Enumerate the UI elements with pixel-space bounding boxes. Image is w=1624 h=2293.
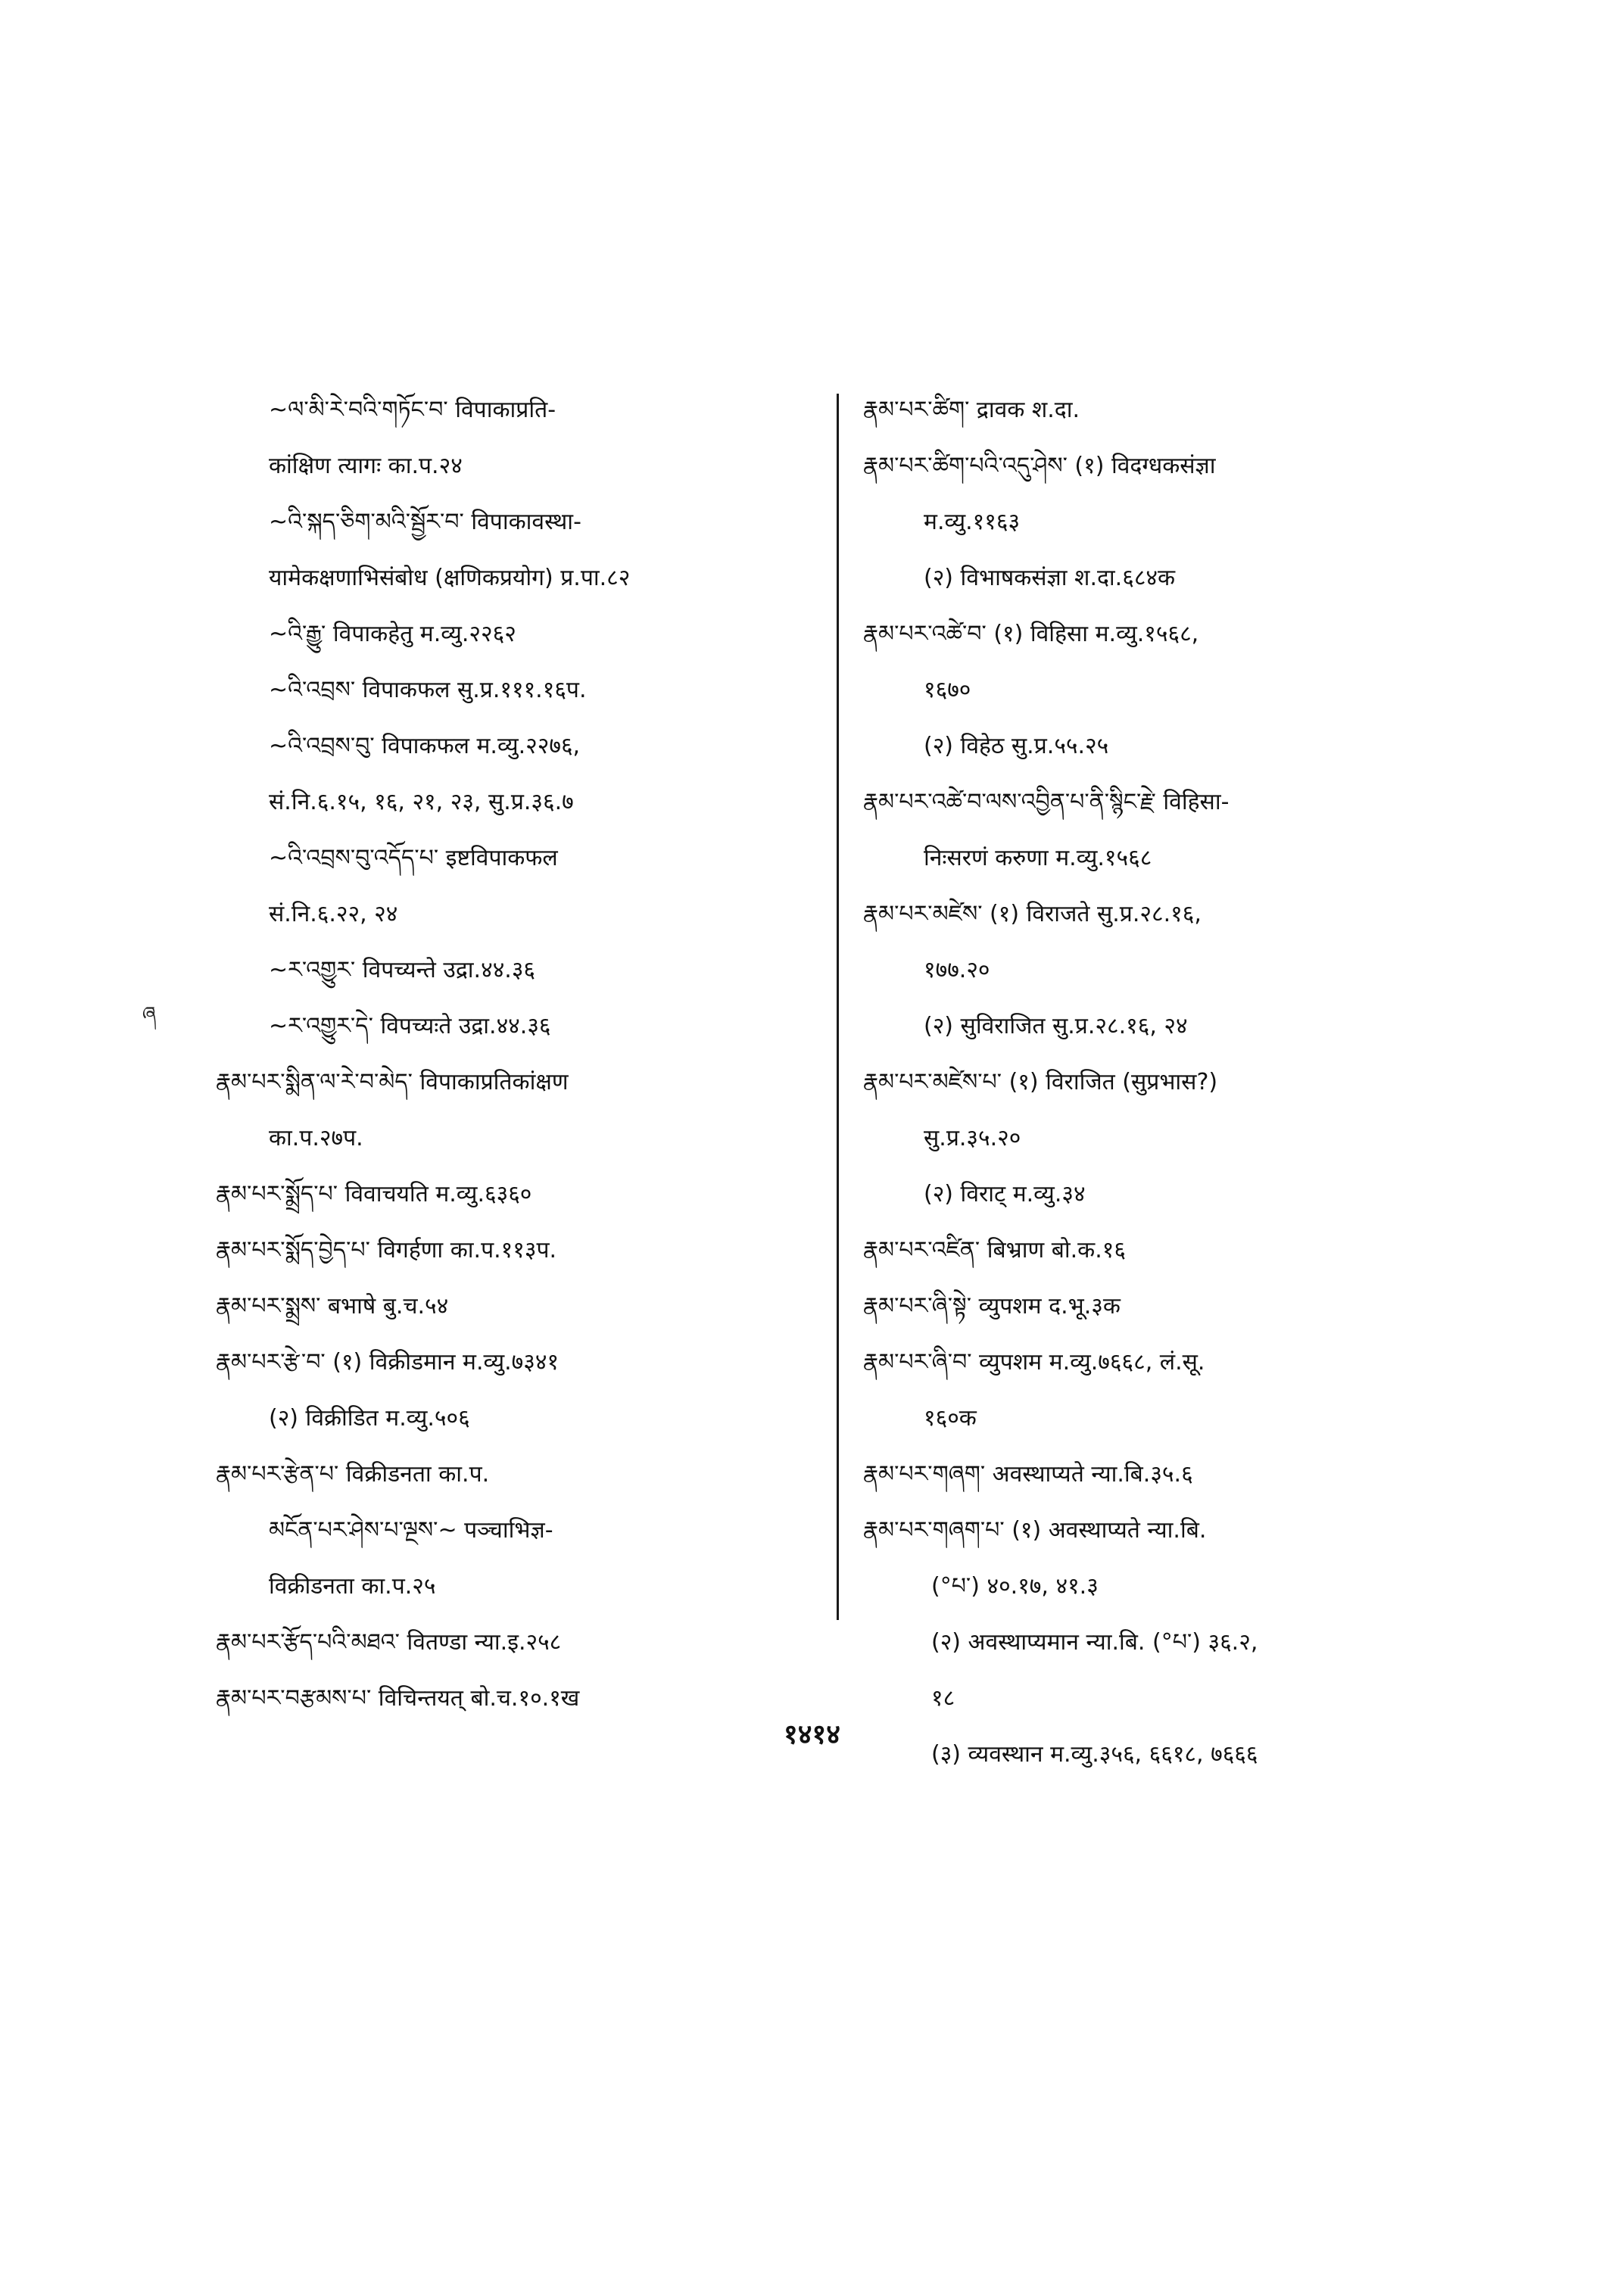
entry-line: རྣམ་པར་སྨྲོད་པ་ विवाचयति म.व्यु.६३६०: [216, 1181, 532, 1207]
margin-mark: ཞ: [142, 1003, 157, 1026]
entry-line: ~འི་འབྲས་བུ་ विपाकफल म.व्यु.२२७६,: [269, 733, 581, 759]
entry-line: १७७.२०: [924, 957, 990, 983]
entry-line: सं.नि.६.२२, २४: [269, 901, 398, 927]
entry-line: (३) व्यवस्थान म.व्यु.३५६, ६६१८, ७६६६: [931, 1741, 1258, 1768]
entry-line: རྣམ་པར་ཚིག་ द्रावक श.दा.: [863, 397, 1080, 423]
entry-line: (२) विभाषकसंज्ञा श.दा.६८४क: [924, 565, 1176, 591]
page-number: १४१४: [784, 1719, 840, 1750]
entry-line: རྣམ་པར་བརྩམས་པ་ विचिन्तयत् बो.च.१०.१ख: [216, 1685, 580, 1712]
right-column: [863, 382, 1492, 1783]
entry-line: རྣམ་པར་འཚེ་བ་ (१) विहिसा म.व्यु.१५६८,: [863, 621, 1199, 647]
entry-line: རྣམ་པར་སྨྲས་ बभाषे बु.च.५४: [216, 1293, 449, 1319]
entry-line: १८: [931, 1685, 955, 1712]
entry-line: (°པ་) ४०.१७, ४१.३: [931, 1573, 1099, 1600]
entry-line: सं.नि.६.१५, १६, २१, २३, सु.प्र.३६.७: [269, 789, 574, 815]
entry-line: विक्रीडनता का.प.२५: [269, 1573, 436, 1600]
entry-line: का.प.२७प.: [269, 1125, 363, 1151]
entry-line: (२) अवस्थाप्यमान न्या.बि. (°པ་) ३६.२,: [931, 1629, 1258, 1656]
entry-line: (२) सुविराजित सु.प्र.२८.१६, २४: [924, 1013, 1188, 1039]
entry-line: རྣམ་པར་མཛེས་པ་ (१) विराजित (सुप्रभास?): [863, 1069, 1218, 1095]
entry-line: རྣམ་པར་སྨོད་བྱེད་པ་ विगर्हणा का.प.११३प.: [216, 1237, 557, 1263]
entry-line: རྣམ་པར་རྩེ་བ་ (१) विक्रीडमान म.व्यु.७३४१: [216, 1349, 560, 1375]
entry-line: ~འི་འབྲས་ विपाकफल सु.प्र.१११.१६प.: [269, 677, 587, 703]
entry-line: (२) विहेठ सु.प्र.५५.२५: [924, 733, 1109, 759]
entry-line: རྣམ་པར་མཛེས་ (१) विराजते सु.प्र.२८.१६,: [863, 901, 1202, 927]
entry-line: རྣམ་པར་ཚིག་པའི་འདུ་ཤེས་ (१) विदग्धकसंज्ञा: [863, 453, 1216, 479]
entry-line: १६०क: [924, 1405, 977, 1432]
entry-line: ~ར་འགྱུར་དེ་ विपच्यःते उद्रा.४४.३६: [269, 1013, 551, 1039]
entry-line: རྣམ་པར་རྩོད་པའི་མཐའ་ वितण्डा न्या.इ.२५८: [216, 1629, 562, 1656]
entry-line: ~ལ་མི་རེ་བའི་གཏོང་བ་ विपाकाप्रति-: [269, 397, 556, 423]
entry-line: म.व्यु.११६३: [924, 509, 1021, 535]
column-divider: [837, 394, 839, 1620]
entry-line: རྣམ་པར་གཞག་པ་ (१) अवस्थाप्यते न्या.बि.: [863, 1517, 1207, 1544]
entry-line: རྣམ་པར་ཞི་བ་ व्युपशम म.व्यु.७६६८, लं.सू.: [863, 1349, 1205, 1375]
entry-line: (२) विराट् म.व्यु.३४: [924, 1181, 1086, 1207]
entry-line: རྣམ་པར་འཚེ་བ་ལས་འབྱིན་པ་ནི་སྙིང་རྗེ་ विहिसा-: [863, 789, 1230, 815]
entry-line: མངོན་པར་ཤེས་པ་ལྔས་~ पञ्चाभिज्ञ-: [269, 1517, 553, 1544]
entry-line: कांक्षिण त्यागः का.प.२४: [269, 453, 463, 479]
left-column: [216, 382, 821, 1727]
entry-line: ~ར་འགྱུར་ विपच्यन्ते उद्रा.४४.३६: [269, 957, 536, 983]
entry-line: ~འི་འབྲས་བུ་འདོད་པ་ इष्टविपाकफल: [269, 845, 558, 871]
entry-line: १६७०: [924, 677, 971, 703]
entry-line: सु.प्र.३५.२०: [924, 1125, 1021, 1151]
entry-line: (२) विक्रीडित म.व्यु.५०६: [269, 1405, 470, 1432]
entry-line: ~འི་རྒྱུ་ विपाकहेतु म.व्यु.२२६२: [269, 621, 516, 647]
entry-line: རྣམ་པར་རྩེན་པ་ विक्रीडनता का.प.: [216, 1461, 490, 1488]
entry-line: རྣམ་པར་ཞི་སྟེ་ व्युपशम द.भू.३क: [863, 1293, 1121, 1319]
entry-line: རྣམ་པར་སྨིན་ལ་རེ་བ་མེད་ विपाकाप्रतिकांक्षण: [216, 1069, 569, 1095]
entry-line: རྣམ་པར་གཞག་ अवस्थाप्यते न्या.बि.३५.६: [863, 1461, 1193, 1488]
entry-line: རྣམ་པར་འཛིན་ बिभ्राण बो.क.१६: [863, 1237, 1126, 1263]
entry-line: ~འི་སྐད་ཅིག་མའི་སྦྱོར་བ་ विपाकावस्था-: [269, 509, 581, 535]
entry-line: निःसरणं करुणा म.व्यु.१५६८: [924, 845, 1152, 871]
entry-line: यामेकक्षणाभिसंबोध (क्षणिकप्रयोग) प्र.पा.८२: [269, 565, 631, 591]
